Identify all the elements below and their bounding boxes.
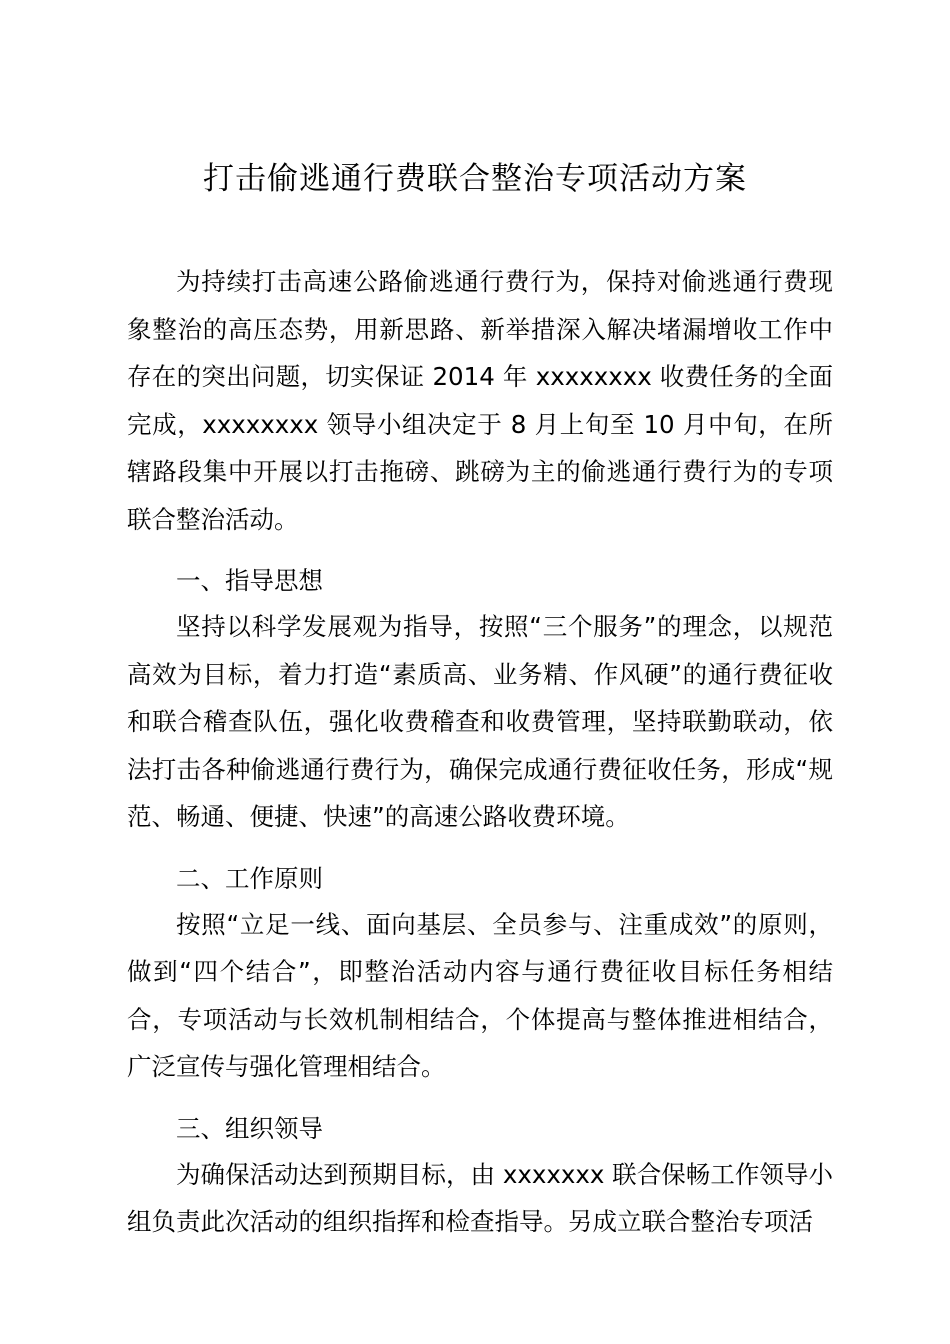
section-heading-work-principles: 二、工作原则 (176, 863, 323, 893)
document-body (127, 258, 833, 1246)
section-paragraph-work-principles: 按照“立足一线、面向基层、全员参与、注重成效”的原则，做到“四个结合”，即整治活动内容与通行费征收目标任务相结合，专项活动与长效机制相结合，个体提高与整体推进相结合，广泛宣传与强化管理相结合。 (127, 909, 833, 1081)
intro-paragraph: 为持续打击高速公路偷逃通行费行为，保持对偷逃通行费现象整治的高压态势，用新思路、新举措深入解决堵漏增收工作中存在的突出问题，切实保证 2014 年 xxxxxxxx 收费任务的全面完成，xxxxxxxx 领导小组决定于 8 月上旬至 10 月中旬，在所辖路段集中开展以打击拖磅、跳磅为主的偷逃通行费行为的专项联合整治活动。 (127, 267, 833, 534)
section-paragraph-organization-leadership: 为确保活动达到预期目标，由 xxxxxxx 联合保畅工作领导小组负责此次活动的组织指挥和检查指导。另成立联合整治专项活 (127, 1159, 833, 1236)
section-heading-organization-leadership: 三、组织领导 (176, 1113, 323, 1143)
document-title: 打击偷逃通行费联合整治专项活动方案 (203, 161, 747, 197)
section-heading-guiding-ideology: 一、指导思想 (176, 566, 323, 595)
section-paragraph-guiding-ideology: 坚持以科学发展观为指导，按照“三个服务”的理念，以规范高效为目标，着力打造“素质高、业务精、作风硬”的通行费征收和联合稽查队伍，强化收费稽查和收费管理，坚持联勤联动，依法打击各种偷逃通行费行为，确保完成通行费征收任务，形成“规范、畅通、便捷、快速”的高速公路收费环境。 (127, 612, 833, 831)
